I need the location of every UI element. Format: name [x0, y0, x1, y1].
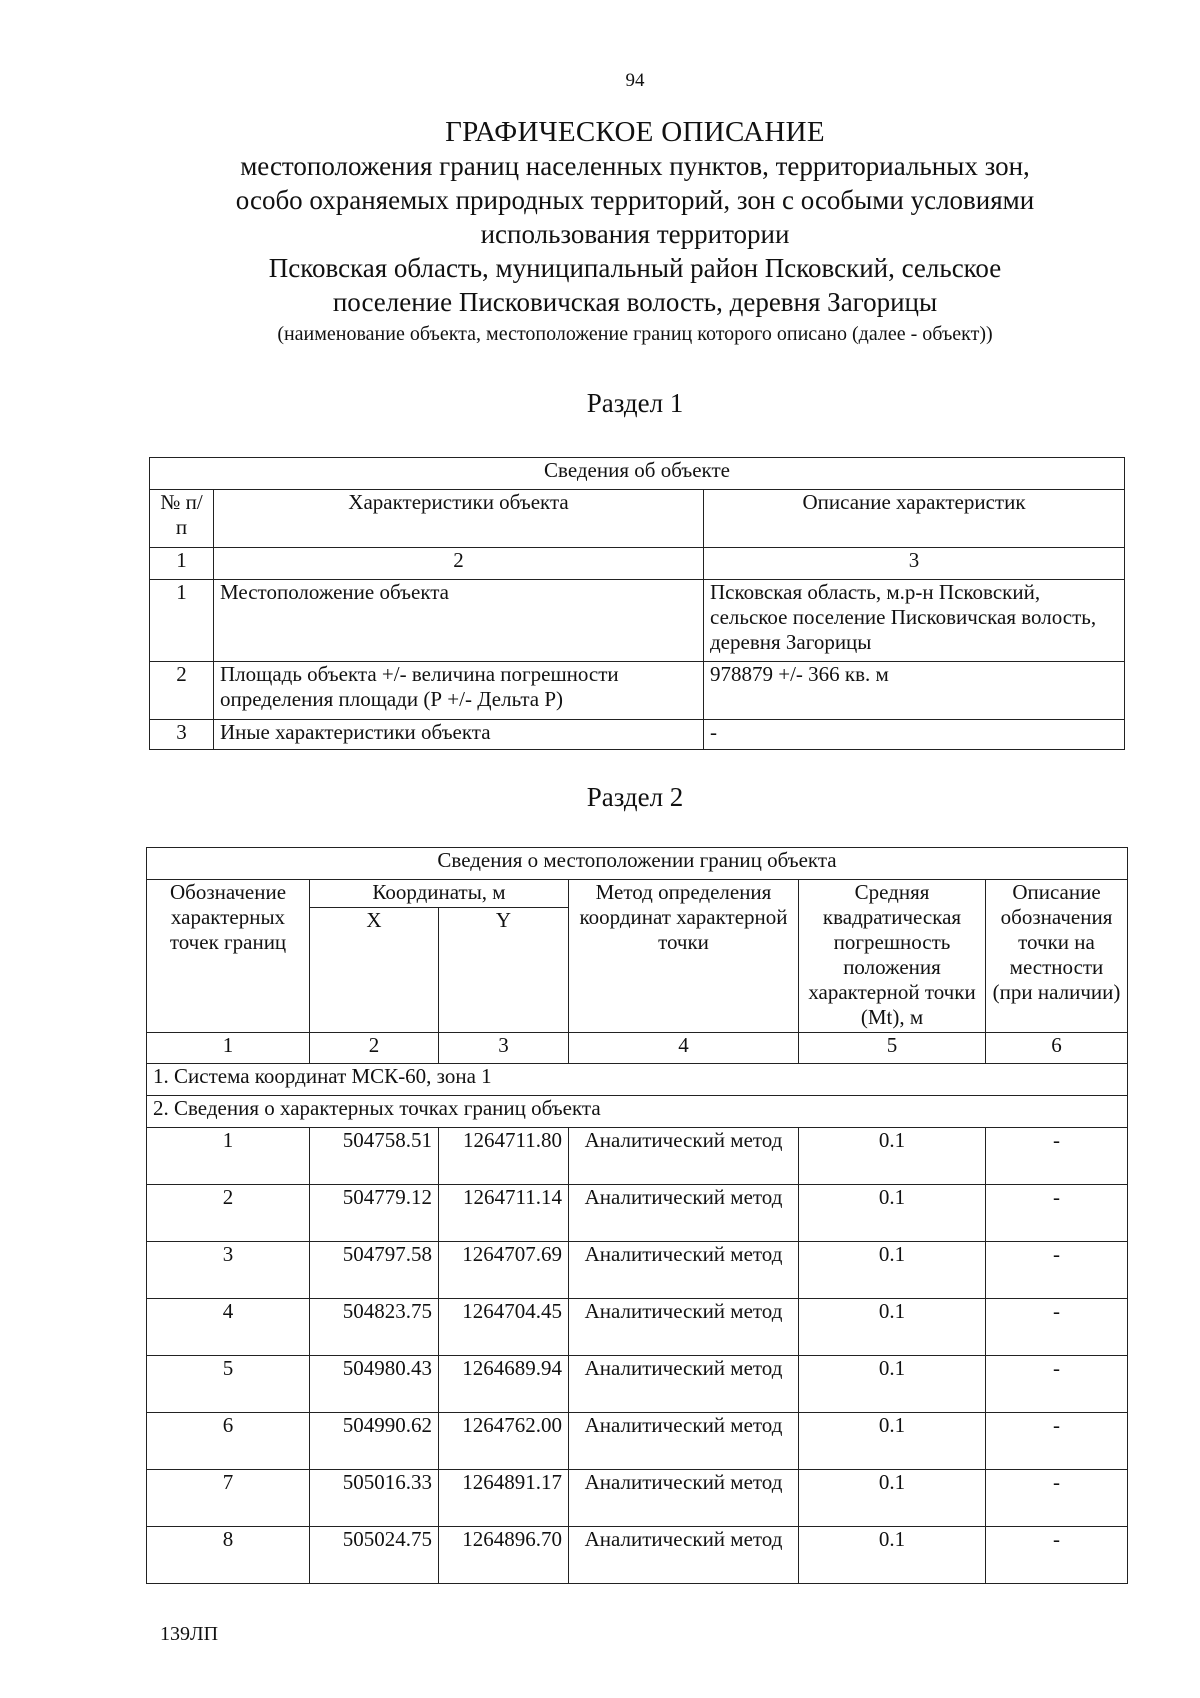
- point-description: -: [986, 1413, 1128, 1470]
- column-number: 2: [214, 548, 704, 580]
- coord-x: 505024.75: [310, 1527, 439, 1584]
- point-id: 8: [147, 1527, 310, 1584]
- method: Аналитический метод: [569, 1356, 799, 1413]
- column-number: 1: [147, 1033, 310, 1064]
- column-number: 3: [439, 1033, 569, 1064]
- table-caption: Сведения о местоположении границ объекта: [147, 848, 1128, 880]
- coord-x: 504990.62: [310, 1413, 439, 1470]
- header-cell: № п/п: [150, 490, 214, 548]
- error: 0.1: [799, 1527, 986, 1584]
- coord-y: 1264711.80: [439, 1128, 569, 1185]
- header-cell: Описание обозначения точки на местности (при наличии): [986, 880, 1128, 1033]
- point-description: -: [986, 1242, 1128, 1299]
- table-row: [147, 1128, 1128, 1185]
- method: Аналитический метод: [569, 1128, 799, 1185]
- point-description: -: [986, 1299, 1128, 1356]
- point-description: -: [986, 1128, 1128, 1185]
- point-description: -: [986, 1470, 1128, 1527]
- coord-x: 504823.75: [310, 1299, 439, 1356]
- points-header-row: 2. Сведения о характерных точках границ объекта: [147, 1096, 1128, 1128]
- characteristic: Иные характеристики объекта: [214, 720, 704, 750]
- coord-x: 504779.12: [310, 1185, 439, 1242]
- coord-x: 504797.58: [310, 1242, 439, 1299]
- coord-y: 1264707.69: [439, 1242, 569, 1299]
- table-row: [147, 1185, 1128, 1242]
- header-cell: Средняя квадратическая погрешность положения характерной точки (Mt), м: [799, 880, 986, 1033]
- table-row: [147, 1242, 1128, 1299]
- header-cell: Характеристики объекта: [214, 490, 704, 548]
- column-number: 1: [150, 548, 214, 580]
- point-description: -: [986, 1356, 1128, 1413]
- error: 0.1: [799, 1356, 986, 1413]
- coord-y: 1264762.00: [439, 1413, 569, 1470]
- subtitle-line: Псковская область, муниципальный район Псковский, сельское: [268, 253, 1002, 283]
- document-header: [150, 115, 1120, 347]
- error: 0.1: [799, 1413, 986, 1470]
- column-number: 5: [799, 1033, 986, 1064]
- description: 978879 +/- 366 кв. м: [704, 662, 1125, 720]
- section-2-title: Раздел 2: [586, 782, 684, 812]
- point-description: -: [986, 1185, 1128, 1242]
- point-id: 4: [147, 1299, 310, 1356]
- coordinate-system-row: 1. Система координат МСК-60, зона 1: [147, 1064, 1128, 1096]
- column-number: 3: [704, 548, 1125, 580]
- table-row: [147, 1527, 1128, 1584]
- table-row: [150, 580, 1125, 662]
- method: Аналитический метод: [569, 1242, 799, 1299]
- document-title: ГРАФИЧЕСКОЕ ОПИСАНИЕ: [445, 116, 825, 148]
- column-number: 2: [310, 1033, 439, 1064]
- point-id: 2: [147, 1185, 310, 1242]
- point-id: 1: [147, 1128, 310, 1185]
- row-number: 1: [150, 580, 214, 662]
- characteristic: Местоположение объекта: [214, 580, 704, 662]
- coord-y: 1264896.70: [439, 1527, 569, 1584]
- table-row: [147, 1356, 1128, 1413]
- characteristic: Площадь объекта +/- величина погрешности определения площади (Р +/- Дельта Р): [214, 662, 704, 720]
- table-row: [147, 1413, 1128, 1470]
- row-number: 3: [150, 720, 214, 750]
- column-number: 4: [569, 1033, 799, 1064]
- coord-y: 1264891.17: [439, 1470, 569, 1527]
- error: 0.1: [799, 1470, 986, 1527]
- description: -: [704, 720, 1125, 750]
- method: Аналитический метод: [569, 1413, 799, 1470]
- coord-x: 504980.43: [310, 1356, 439, 1413]
- table-row: [147, 1299, 1128, 1356]
- boundary-points-table: [146, 847, 1128, 1584]
- error: 0.1: [799, 1185, 986, 1242]
- coord-x: 505016.33: [310, 1470, 439, 1527]
- method: Аналитический метод: [569, 1185, 799, 1242]
- header-note: (наименование объекта, местоположение границ которого описано (далее - объект)): [277, 323, 993, 345]
- coord-y: 1264711.14: [439, 1185, 569, 1242]
- table-row: [147, 1470, 1128, 1527]
- table-caption: Сведения об объекте: [150, 458, 1125, 490]
- method: Аналитический метод: [569, 1470, 799, 1527]
- error: 0.1: [799, 1128, 986, 1185]
- header-cell: Координаты, м: [310, 880, 569, 908]
- point-id: 3: [147, 1242, 310, 1299]
- description: Псковская область, м.р-н Псковский, сельское поселение Писковичская волость, деревня Загорицы: [704, 580, 1125, 662]
- section-1-title: Раздел 1: [586, 388, 684, 418]
- point-id: 7: [147, 1470, 310, 1527]
- footer-code: 139ЛП: [160, 1623, 219, 1645]
- coord-y: 1264704.45: [439, 1299, 569, 1356]
- point-id: 5: [147, 1356, 310, 1413]
- table-row: [150, 662, 1125, 720]
- table-row: [150, 720, 1125, 750]
- error: 0.1: [799, 1242, 986, 1299]
- subtitle-line: местоположения границ населенных пунктов, территориальных зон,: [240, 151, 1030, 181]
- subtitle-line: использования территории: [480, 219, 790, 249]
- object-info-table: [149, 457, 1125, 750]
- subtitle-line: особо охраняемых природных территорий, зон с особыми условиями: [235, 185, 1035, 215]
- header-cell: X: [310, 908, 439, 1033]
- header-cell: Описание характеристик: [704, 490, 1125, 548]
- page-number: 94: [625, 70, 645, 91]
- point-id: 6: [147, 1413, 310, 1470]
- header-cell: Метод определения координат характерной точки: [569, 880, 799, 1033]
- row-number: 2: [150, 662, 214, 720]
- error: 0.1: [799, 1299, 986, 1356]
- header-cell: Y: [439, 908, 569, 1033]
- coord-x: 504758.51: [310, 1128, 439, 1185]
- method: Аналитический метод: [569, 1299, 799, 1356]
- subtitle-line: поселение Писковичская волость, деревня Загорицы: [332, 287, 938, 317]
- point-description: -: [986, 1527, 1128, 1584]
- method: Аналитический метод: [569, 1527, 799, 1584]
- coord-y: 1264689.94: [439, 1356, 569, 1413]
- column-number: 6: [986, 1033, 1128, 1064]
- header-cell: Обозначение характерных точек границ: [147, 880, 310, 1033]
